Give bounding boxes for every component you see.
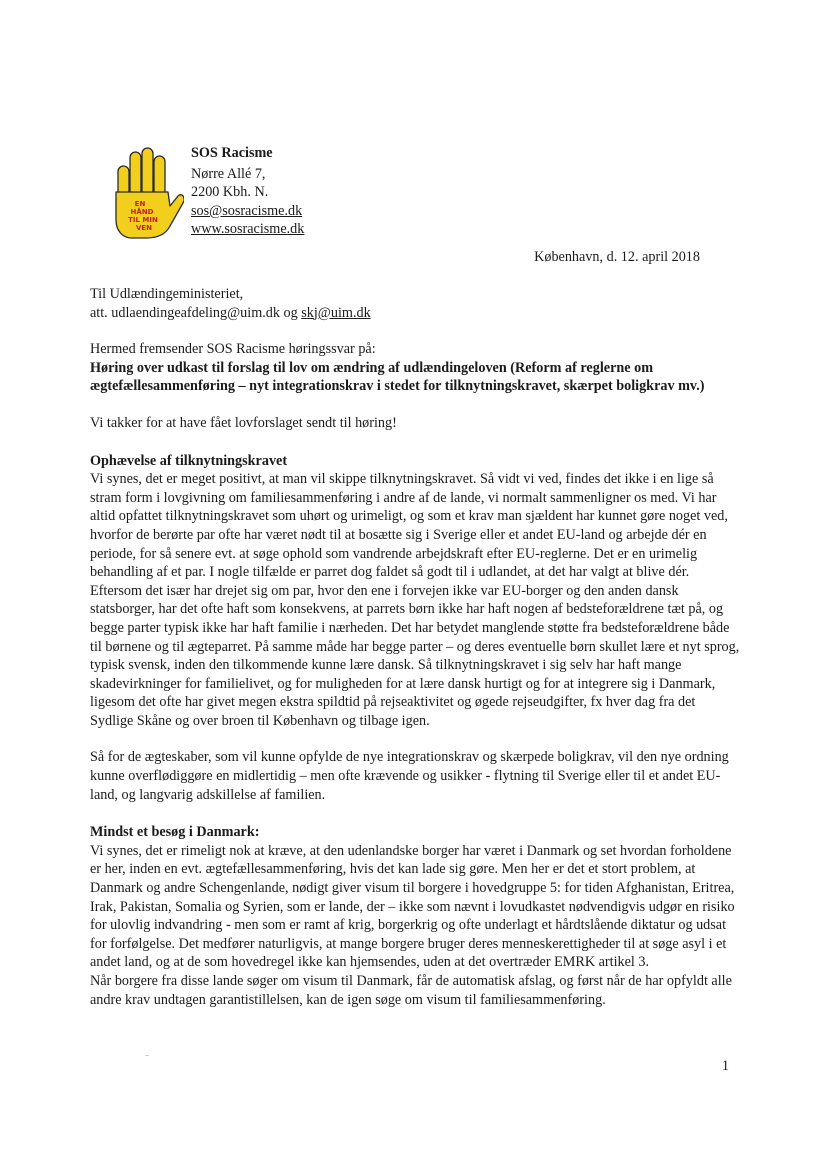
letter-body: [90, 285, 740, 1009]
thanks-line: Vi takker for at have fået lovforslaget sendt til høring!: [90, 414, 397, 431]
section2-paragraph-1: Vi synes, det er rimeligt nok at kræve, at den udenlandske borger har været i Danmark og set hvordan forholdene er her, inden en evt. ægtefællesammenføring, hvis det kan lade sig gøre. Men her er det et stort problem, at Danmark og andre Schengenlande, nødigt giver visum til borgere i hovedgruppe 5: for tiden Afghanistan, Eritrea, Irak, Pakistan, Somalia og Syrien, som er lande, der – ikke som nævnt i lovudkastet nødvendigvis udgør en risiko for ulovlig indvandring - men som er ramt af krig, borgerkrig og ofte underlagt et hårdtslående diktatur og udsat for forfølgelse. Det medfører naturligvis, at mange borgere bruger deres menneskerettigheder til at søge asyl i et andet land, og at de som hovedregel ikke kan hjemsendes, uden at det overtræder EMRK artikel 3.: [90, 842, 735, 971]
logo-text-line-3: TIL MIN: [128, 216, 158, 224]
letter-date: København, d. 12. april 2018: [534, 249, 700, 265]
raised-hand-logo-icon: [104, 140, 184, 244]
address-city: 2200 Kbh. N.: [191, 184, 269, 201]
section1-paragraph-1: Vi synes, det er meget positivt, at man vil skippe tilknytningskravet. Så vidt vi ved, findes det ikke i en lige så stram form i lovgivning om familiesammenføring i andre af de lande, vi normalt sammenligner os med. Vi har altid opfattet tilknytningskravet som uhørt og urimeligt, og som et krav man sjældent har kunnet gøre noget ved, hvorfor de berørte par ofte har været nødt til at bosætte sig i Sverige eller et andet EU-land og arbejde dér en periode, for så senere evt. at søge ophold som vandrende arbejdskraft efter EU-reglerne. Det er en urimelig behandling af et par. I nogle tilfælde er parret dog faldet så godt til i udlandet, at det har valgt at blive dér. Eftersom det især har drejet sig om par, hvor den ene i forvejen ikke var EU-borger og den anden dansk statsborger, har det ofte haft som konsekvens, at parrets børn ikke har haft nogen af bedsteforældrene tæt på, og begge parter typisk ikke har haft familie i nærheden. Det har betydet manglende støtte fra bedsteforældrene både til børnene og til ægteparret. På samme måde har begge parter – og deres eventuelle børn skullet lære et nyt sprog, typisk svensk, inden den tilkommende kunne lære dansk. Så tilknytningskravet i sig selv har haft mange skadevirkninger for familielivet, og for muligheden for at lære dansk hurtigt og for at integrere sig i Danmark, ligesom det ofte har givet megen ekstra spildtid på rejseaktivitet og øgede rejseudgifter, fx hver dag fra det Sydlige Skåne og over broen til København og tilbage igen.: [90, 471, 740, 729]
org-website-link[interactable]: www.sosracisme.dk: [191, 221, 305, 238]
recipient-line-1: Til Udlændingeministeriet,: [90, 286, 244, 302]
section1-paragraph-2: Så for de ægteskaber, som vil kunne opfylde de nye integrationskrav og skærpede boligkrav, vil den nye ordning kunne overflødiggøre en midlertidig – men ofte krævende og usikker - flytning til Sverige eller til et andet EU-land, og langvarig adskillelse af familien.: [90, 749, 729, 803]
intro-line: Hermed fremsender SOS Racisme høringssvar på:: [90, 341, 376, 358]
logo-text-line-4: VEN: [135, 224, 153, 232]
page-number: 1: [721, 1058, 729, 1074]
recipient-line-2: [90, 304, 740, 323]
section2-paragraph-2: Når borgere fra disse lande søger om visum til Danmark, får de automatisk afslag, og først når de har opfyldt alle andre krav undtagen garantistillelsen, kan de igen søge om visum til familiesammenføring.: [90, 973, 732, 1008]
section-heading-besoeg: Mindst et besøg i Danmark:: [90, 824, 260, 841]
org-name: SOS Racisme: [191, 145, 273, 161]
org-email-link[interactable]: sos@sosracisme.dk: [191, 202, 303, 219]
hearing-subject: Høring over udkast til forslag til lov om ændring af udlændingeloven (Reform af reglerne om ægtefællesammenføring – nyt integrationskrav i stedet for tilknytningskravet, skærpet boligkrav mv.): [90, 359, 705, 395]
section-heading-tilknytningskrav: Ophævelse af tilknytningskravet: [90, 452, 288, 469]
recipient-attention: att. udlaendingeafdeling@uim.dk og: [90, 304, 302, 321]
scan-artifact: [145, 1055, 149, 1056]
address-street: Nørre Allé 7,: [191, 165, 266, 182]
logo-text-line-2: HÅND: [130, 208, 154, 216]
letterhead-address: [191, 144, 304, 239]
recipient-email-link[interactable]: skj@uim.dk: [301, 304, 371, 321]
logo-text-line-1: EN: [134, 200, 146, 208]
